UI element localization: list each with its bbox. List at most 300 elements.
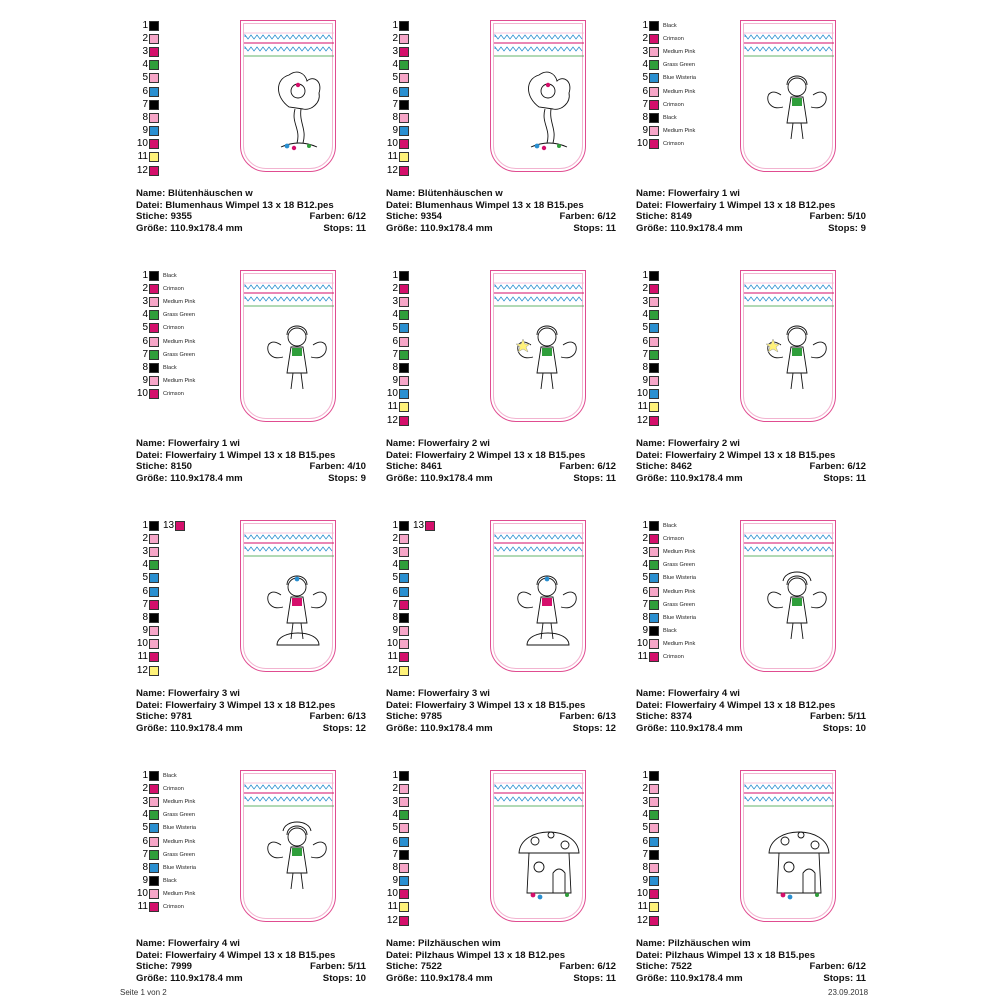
design-size-value: 110.9x178.4 mm <box>170 722 243 734</box>
design-card <box>386 762 636 1000</box>
design-name-value: Flowerfairy 3 wi <box>168 688 240 699</box>
color-swatch <box>649 863 659 873</box>
color-swatch <box>649 613 659 623</box>
design-info <box>386 438 616 484</box>
color-palette <box>636 19 726 151</box>
design-size <box>386 473 493 485</box>
color-swatch <box>399 323 409 333</box>
color-number: 10 <box>386 138 398 150</box>
design-card <box>636 762 886 1000</box>
design-card <box>636 262 886 512</box>
stitch-count-label: Stiche: <box>386 711 418 723</box>
design-card <box>636 12 886 262</box>
color-number: 5 <box>142 822 148 834</box>
color-number: 11 <box>637 901 648 913</box>
fairy-mushroom-motif <box>511 567 587 657</box>
design-size-value: 110.9x178.4 mm <box>420 722 493 734</box>
palette-row <box>136 809 226 822</box>
color-name: Black <box>163 772 177 779</box>
stop-count-label: Stops: <box>822 722 853 734</box>
info-line <box>136 211 366 223</box>
color-swatch <box>399 810 409 820</box>
color-swatch <box>649 850 659 860</box>
file-name-value: Flowerfairy 1 Wimpel 13 x 18 B12.pes <box>665 199 836 211</box>
stitch-count-label: Stiche: <box>136 711 168 723</box>
color-swatch <box>149 600 159 610</box>
color-swatch <box>149 534 159 544</box>
info-line <box>136 438 366 450</box>
color-number: 12 <box>636 414 648 426</box>
color-swatch <box>399 376 409 386</box>
color-number: 7 <box>392 848 398 860</box>
palette-row <box>386 98 476 111</box>
info-line <box>636 961 866 973</box>
file-name <box>386 700 585 712</box>
flower-stem <box>544 109 554 143</box>
color-palette <box>136 769 226 914</box>
design-size <box>386 723 493 735</box>
design-name-label: Name: <box>136 688 166 699</box>
palette-row <box>636 585 726 598</box>
color-number: 11 <box>137 151 148 163</box>
color-palette <box>386 269 476 427</box>
color-number: 4 <box>642 559 648 571</box>
palette-row <box>386 85 476 98</box>
color-name: Medium Pink <box>663 128 696 135</box>
color-number: 3 <box>642 295 648 307</box>
design-card <box>386 512 636 762</box>
design-info <box>136 688 366 734</box>
blue-zigzag-stitch <box>495 547 582 551</box>
color-number: 10 <box>636 388 648 400</box>
color-number: 2 <box>392 282 398 294</box>
design-info <box>636 688 866 734</box>
color-swatch <box>649 639 659 649</box>
color-name: Crimson <box>663 35 684 42</box>
color-swatch <box>649 902 659 912</box>
color-name: Grass Green <box>163 351 196 358</box>
stop-count-value: 12 <box>355 722 366 734</box>
color-count-label: Farben: <box>309 461 345 473</box>
color-swatch <box>175 521 185 531</box>
color-swatch <box>649 100 659 110</box>
flower-stem <box>294 109 304 143</box>
design-name-value: Flowerfairy 1 wi <box>668 188 740 199</box>
fairy-flowerhat-motif <box>261 817 337 907</box>
color-swatch <box>399 863 409 873</box>
color-number: 12 <box>136 664 148 676</box>
color-swatch <box>649 876 659 886</box>
design-name-label: Name: <box>136 188 166 199</box>
color-number: 4 <box>642 309 648 321</box>
file-name-value: Pilzhaus Wimpel 13 x 18 B15.pes <box>665 949 816 961</box>
info-line <box>386 461 616 473</box>
palette-row <box>386 559 476 572</box>
design-name <box>386 438 490 450</box>
palette-row <box>636 901 726 914</box>
color-swatch <box>399 60 409 70</box>
palette-row <box>386 585 476 598</box>
color-swatch <box>149 21 159 31</box>
color-swatch <box>149 573 159 583</box>
fairy-head <box>288 328 306 346</box>
color-number: 4 <box>142 559 148 571</box>
stop-count-label: Stops: <box>322 972 353 984</box>
fairy-motif <box>761 67 837 157</box>
palette-row <box>386 888 476 901</box>
design-name-value: Flowerfairy 1 wi <box>168 438 240 449</box>
info-line <box>386 211 616 223</box>
color-swatch <box>149 337 159 347</box>
stop-count-label: Stops: <box>572 722 603 734</box>
color-swatch <box>399 166 409 176</box>
color-swatch <box>399 139 409 149</box>
palette-row <box>136 32 226 45</box>
color-swatch <box>149 47 159 57</box>
fairy-legs <box>791 623 803 639</box>
color-number: 7 <box>142 598 148 610</box>
design-size-label: Größe: <box>136 472 168 484</box>
color-number: 8 <box>392 111 398 123</box>
palette-row <box>636 875 726 888</box>
stitch-bands <box>241 21 337 65</box>
color-number: 5 <box>642 822 648 834</box>
stitch-count-value: 7999 <box>170 961 193 973</box>
design-name-value: Flowerfairy 4 wi <box>168 938 240 949</box>
color-swatch <box>399 652 409 662</box>
color-number: 7 <box>392 348 398 360</box>
palette-row <box>386 111 476 124</box>
color-swatch <box>149 547 159 557</box>
color-name: Medium Pink <box>163 891 196 898</box>
color-swatch <box>649 771 659 781</box>
color-swatch <box>399 916 409 926</box>
palette-row <box>136 545 226 558</box>
info-line <box>636 450 866 462</box>
file-name-value: Flowerfairy 1 Wimpel 13 x 18 B15.pes <box>165 449 336 461</box>
palette-row <box>386 348 476 361</box>
info-line <box>386 961 616 973</box>
mushroom-cap <box>769 832 829 853</box>
color-count <box>810 711 866 723</box>
color-number: 3 <box>392 545 398 557</box>
blue-flower-dot <box>788 895 793 900</box>
file-name <box>136 700 335 712</box>
file-name-label: Datei: <box>636 199 663 211</box>
color-number: 13 <box>413 519 425 531</box>
fairy-hair <box>787 576 807 585</box>
palette-row <box>636 335 726 348</box>
color-count-label: Farben: <box>559 961 595 973</box>
stitch-count-value: 8149 <box>670 211 693 223</box>
color-swatch <box>149 797 159 807</box>
fairy-head <box>788 328 806 346</box>
color-swatch <box>649 916 659 926</box>
color-count <box>559 961 616 973</box>
info-line <box>136 223 366 235</box>
color-number: 1 <box>392 519 398 531</box>
color-swatch <box>399 639 409 649</box>
info-line <box>636 223 866 235</box>
color-number: 12 <box>386 914 398 926</box>
blue-zigzag-stitch <box>245 297 332 301</box>
color-number: 4 <box>142 809 148 821</box>
color-swatch <box>399 587 409 597</box>
color-swatch <box>149 139 159 149</box>
color-swatch <box>649 21 659 31</box>
palette-row <box>386 664 476 677</box>
house-door <box>803 869 815 893</box>
design-name <box>636 438 740 450</box>
design-grid <box>136 12 886 1000</box>
file-name-label: Datei: <box>136 449 163 461</box>
color-number: 5 <box>142 322 148 334</box>
color-swatch <box>399 666 409 676</box>
stitch-count <box>386 961 442 973</box>
stop-count-label: Stops: <box>823 972 854 984</box>
color-number: 3 <box>142 545 148 557</box>
stitch-count <box>136 961 192 973</box>
color-count-label: Farben: <box>559 211 595 223</box>
palette-row <box>636 45 726 58</box>
color-swatch <box>399 573 409 583</box>
color-swatch <box>149 863 159 873</box>
color-number: 9 <box>142 625 148 637</box>
color-number: 8 <box>392 611 398 623</box>
stop-count-value: 9 <box>860 222 866 234</box>
color-number: 6 <box>142 335 148 347</box>
design-size-label: Größe: <box>136 722 168 734</box>
color-name: Black <box>163 878 177 885</box>
color-number: 1 <box>392 769 398 781</box>
color-number: 10 <box>386 888 398 900</box>
color-count-label: Farben: <box>309 711 345 723</box>
color-number: 3 <box>392 795 398 807</box>
palette-row <box>136 625 226 638</box>
color-palette <box>636 269 726 427</box>
mushroom-stem <box>777 853 821 893</box>
cap-spot <box>561 841 569 849</box>
palette-row <box>136 519 226 532</box>
color-number: 4 <box>642 59 648 71</box>
color-swatch <box>649 337 659 347</box>
color-name: Black <box>663 522 677 529</box>
info-line <box>386 700 616 712</box>
color-swatch <box>149 850 159 860</box>
palette-row <box>136 111 226 124</box>
color-name: Crimson <box>163 391 184 398</box>
stitch-count-label: Stiche: <box>386 461 418 473</box>
palette-row <box>136 651 226 664</box>
color-count-label: Farben: <box>559 461 595 473</box>
color-number: 8 <box>642 111 648 123</box>
color-swatch <box>399 126 409 136</box>
palette-row <box>136 72 226 85</box>
stitch-count-value: 8374 <box>670 711 693 723</box>
file-name <box>386 200 584 212</box>
stop-count-label: Stops: <box>573 222 604 234</box>
stop-count <box>823 973 866 985</box>
palette-row <box>636 19 726 32</box>
color-number: 2 <box>642 282 648 294</box>
color-number: 12 <box>386 164 398 176</box>
color-number: 2 <box>392 32 398 44</box>
green-leaf-dot <box>815 893 819 897</box>
stitch-count-value: 9354 <box>420 211 443 223</box>
palette-row <box>386 835 476 848</box>
info-line <box>136 450 366 462</box>
stitch-bands <box>491 521 587 565</box>
color-count <box>809 211 866 223</box>
color-number: 3 <box>642 45 648 57</box>
info-line <box>636 973 866 985</box>
color-swatch <box>649 534 659 544</box>
stop-count-label: Stops: <box>573 972 604 984</box>
color-palette <box>136 269 226 401</box>
palette-row <box>636 111 726 124</box>
color-number: 5 <box>142 72 148 84</box>
palette-row <box>136 85 226 98</box>
design-size-value: 110.9x178.4 mm <box>420 222 493 234</box>
palette-row <box>136 335 226 348</box>
color-number: 3 <box>642 545 648 557</box>
color-swatch <box>399 560 409 570</box>
info-line <box>636 938 866 950</box>
stop-count <box>323 973 366 985</box>
palette-row <box>386 295 476 308</box>
color-number: 2 <box>642 532 648 544</box>
color-count-value: 5/11 <box>347 961 366 973</box>
color-count <box>309 211 366 223</box>
color-number: 8 <box>142 861 148 873</box>
color-swatch <box>149 521 159 531</box>
palette-row <box>386 848 476 861</box>
stitch-bands <box>241 521 337 565</box>
color-swatch <box>399 547 409 557</box>
color-swatch <box>649 810 659 820</box>
dress-color-fill <box>292 348 302 356</box>
color-count-value: 5/10 <box>847 211 866 223</box>
palette-row <box>386 282 476 295</box>
dress-color-fill <box>292 848 302 856</box>
palette-row <box>136 638 226 651</box>
color-number: 12 <box>636 914 648 926</box>
palette-row <box>636 269 726 282</box>
color-swatch <box>649 271 659 281</box>
palette-row <box>636 888 726 901</box>
color-swatch <box>649 652 659 662</box>
color-palette <box>136 519 226 677</box>
palette-row <box>386 875 476 888</box>
file-name <box>386 950 565 962</box>
color-number: 3 <box>392 45 398 57</box>
extra-color <box>413 521 435 531</box>
color-number: 5 <box>392 322 398 334</box>
color-swatch <box>149 166 159 176</box>
design-info <box>386 688 616 734</box>
color-swatch <box>149 652 159 662</box>
palette-row <box>636 375 726 388</box>
color-number: 7 <box>642 848 648 860</box>
design-size-label: Größe: <box>636 972 668 984</box>
color-name: Grass Green <box>163 312 196 319</box>
color-name: Crimson <box>663 535 684 542</box>
info-line <box>386 973 616 985</box>
green-leaf-dot <box>557 144 561 148</box>
color-number: 9 <box>142 125 148 137</box>
palette-row <box>636 414 726 427</box>
color-number: 10 <box>386 638 398 650</box>
palette-row <box>386 638 476 651</box>
color-number: 6 <box>392 85 398 97</box>
blue-zigzag-stitch <box>245 785 332 789</box>
design-size <box>636 473 743 485</box>
stitch-count <box>636 711 692 723</box>
palette-row <box>636 98 726 111</box>
color-swatch <box>149 837 159 847</box>
fairy-mushroom-motif <box>261 567 337 657</box>
color-name: Medium Pink <box>663 548 696 555</box>
file-name-label: Datei: <box>636 449 663 461</box>
color-swatch <box>399 21 409 31</box>
cap-spot <box>781 837 789 845</box>
pink-flower-dot <box>781 893 786 898</box>
design-name-value: Blütenhäuschen w <box>168 188 253 199</box>
pennant-preview <box>740 770 836 922</box>
color-number: 8 <box>142 361 148 373</box>
info-line <box>136 473 366 485</box>
color-number: 5 <box>392 72 398 84</box>
info-line <box>136 938 366 950</box>
color-name: Medium Pink <box>163 838 196 845</box>
design-name-label: Name: <box>636 688 666 699</box>
color-number: 1 <box>142 19 148 31</box>
palette-row <box>136 59 226 72</box>
design-card <box>386 262 636 512</box>
stitch-count-label: Stiche: <box>636 211 668 223</box>
palette-row <box>636 545 726 558</box>
color-number: 11 <box>387 151 398 163</box>
palette-row <box>636 532 726 545</box>
color-name: Crimson <box>163 785 184 792</box>
design-info <box>136 938 366 984</box>
cap-spot <box>811 841 819 849</box>
mushroom-stem <box>527 853 571 893</box>
info-line <box>136 200 366 212</box>
color-count-label: Farben: <box>809 961 845 973</box>
design-name <box>136 688 240 700</box>
color-name: Crimson <box>663 101 684 108</box>
color-number: 7 <box>642 348 648 360</box>
file-name-label: Datei: <box>636 699 663 711</box>
palette-row <box>636 638 726 651</box>
file-name-label: Datei: <box>136 199 163 211</box>
color-swatch <box>399 823 409 833</box>
design-size-label: Größe: <box>136 222 168 234</box>
palette-row <box>386 651 476 664</box>
color-number: 1 <box>392 19 398 31</box>
stitch-count-value: 8150 <box>170 461 193 473</box>
fairy-hair <box>537 326 557 335</box>
color-number: 10 <box>636 138 648 150</box>
color-number: 4 <box>392 559 398 571</box>
green-leaf-dot <box>565 893 569 897</box>
color-swatch <box>149 784 159 794</box>
design-size-value: 110.9x178.4 mm <box>170 972 243 984</box>
info-line <box>136 711 366 723</box>
color-number: 8 <box>392 861 398 873</box>
color-number: 8 <box>642 611 648 623</box>
